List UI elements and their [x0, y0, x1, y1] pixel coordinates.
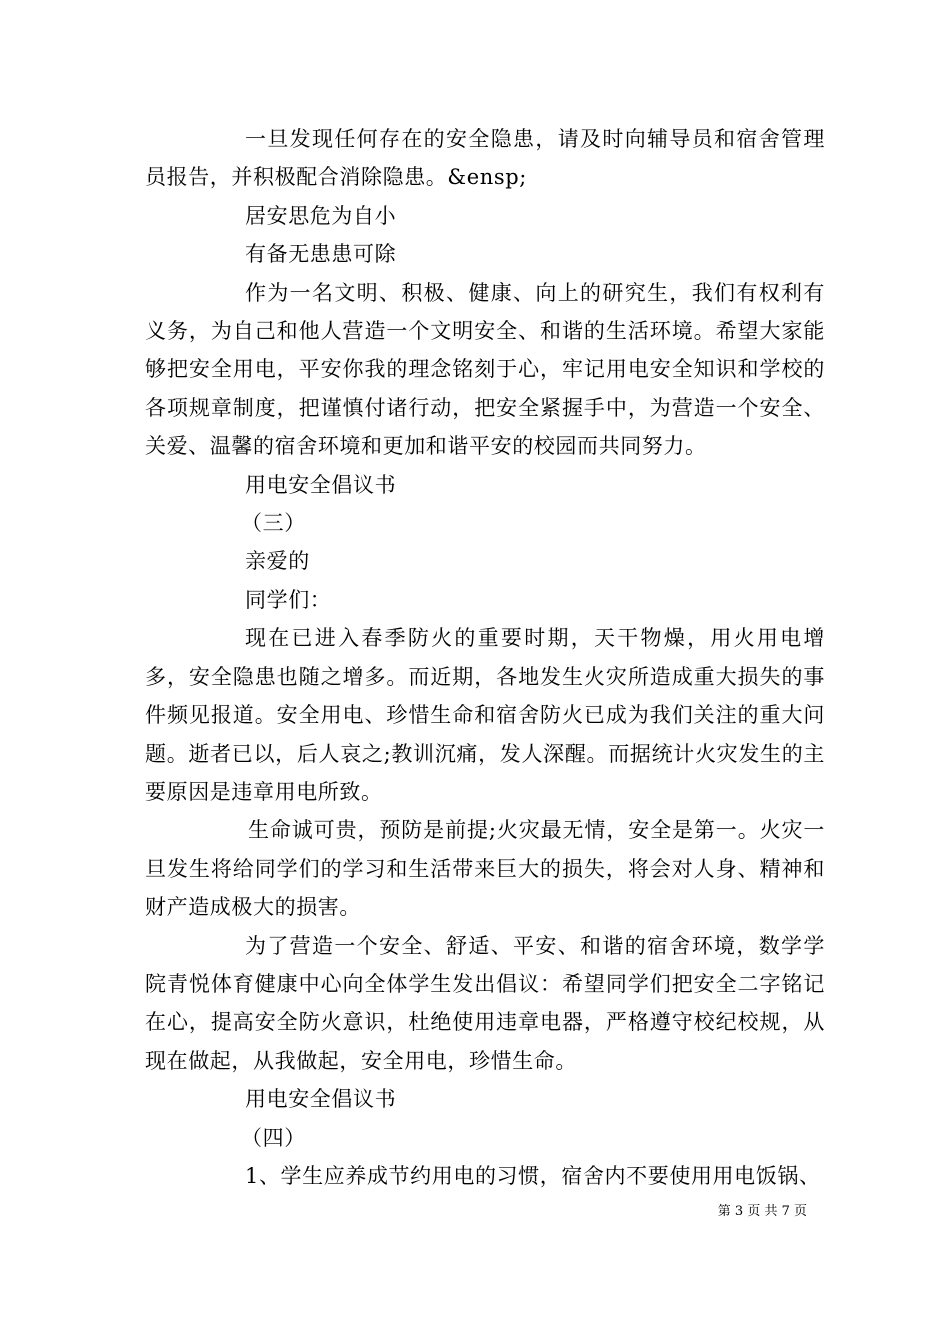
paragraph-initiative: 为了营造一个安全、舒适、平安、和谐的宿舍环境，数学学院青悦体育健康中心向全体学生发出倡议：希望同学们把安全二字铭记在心，提高安全防火意识，杜绝使用违章电器，严格遵守校纪校规，从现在做起，从我做起，安全用电，珍惜生命。 [145, 933, 825, 1073]
paragraph-safety-report: 一旦发现任何存在的安全隐患，请及时向辅导员和宿舍管理员报告，并积极配合消除隐患。&ensp; [145, 127, 825, 190]
paragraph-item-1: 1、学生应养成节约用电的习惯，宿舍内不要使用用电饭锅、 [245, 1163, 821, 1188]
page-number: 第 3 页 共 7 页 [717, 1204, 807, 1219]
section-title-3: 用电安全倡议书 [245, 472, 397, 497]
verse-line-2: 有备无患患可除 [245, 242, 397, 267]
paragraph-graduate-call: 作为一名文明、积极、健康、向上的研究生，我们有权利有义务，为自己和他人营造一个文明安全、和谐的生活环境。希望大家能够把安全用电，平安你我的理念铭刻于心，牢记用电安全知识和学校的各项规章制度，把谨慎付诸行动，把安全紧握手中，为营造一个安全、关爱、温馨的宿舍环境和更加和谐平安的校园而共同努力。 [145, 280, 825, 459]
section-title-4: 用电安全倡议书 [245, 1087, 397, 1112]
salutation-line-2: 同学们： [245, 587, 332, 612]
paragraph-spring-fire: 现在已进入春季防火的重要时期，天干物燥，用火用电增多，安全隐患也随之增多。而近期，各地发生火灾所造成重大损失的事件频见报道。安全用电、珍惜生命和宿舍防火已成为我们关注的重大问题。逝者已以，后人哀之;教训沉痛，发人深醒。而据统计火灾发生的主要原因是违章用电所致。 [145, 626, 825, 804]
verse-line-1: 居安思危为自小 [245, 203, 397, 228]
body-text [145, 120, 825, 1195]
salutation-line-1: 亲爱的 [245, 549, 310, 574]
section-number-4: （四） [241, 1125, 306, 1150]
section-number-3: （三） [241, 511, 306, 536]
paragraph-life-precious: 生命诚可贵，预防是前提;火灾最无情，安全是第一。火灾一旦发生将给同学们的学习和生活带来巨大的损失，将会对人身、精神和财产造成极大的损害。 [145, 818, 825, 920]
